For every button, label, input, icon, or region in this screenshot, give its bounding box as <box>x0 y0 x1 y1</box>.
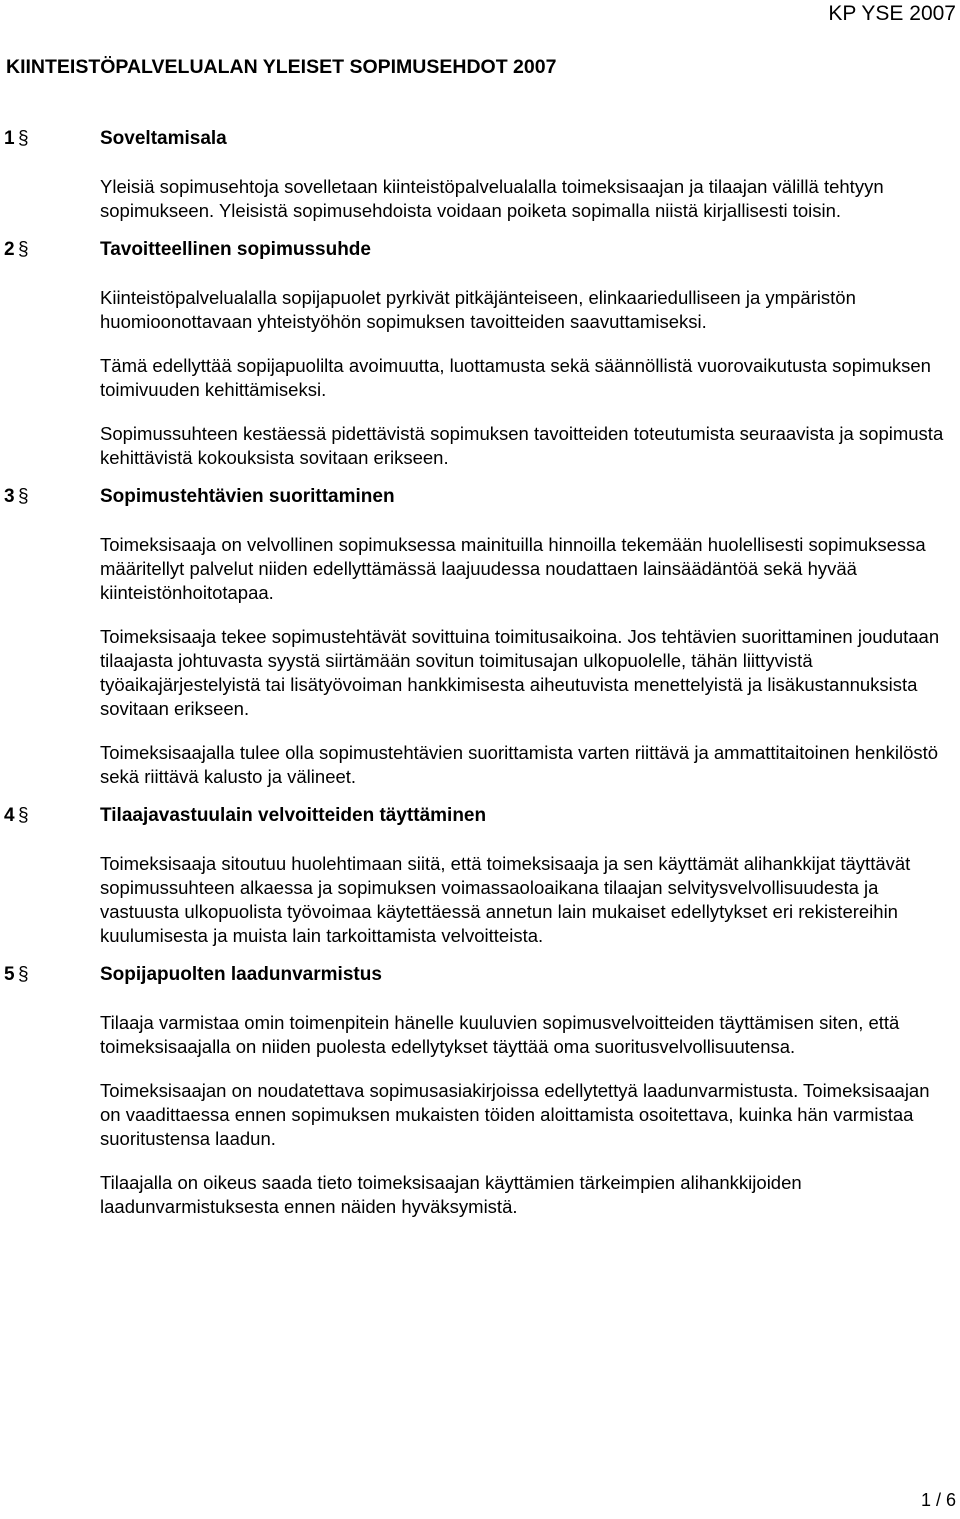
section-title: Sopijapuolten laadunvarmistus <box>100 964 382 985</box>
section-number: 2 <box>4 239 15 260</box>
section-heading <box>0 805 960 832</box>
section-symbol: § <box>18 805 29 826</box>
section-title: Soveltamisala <box>100 128 227 149</box>
section-symbol: § <box>18 128 29 149</box>
paragraph: Toimeksisaaja sitoutuu huolehtimaan siitä, että toimeksisaaja ja sen käyttämät alihankkijat täyttävät sopimussuhteen alkaessa ja sopimuksen voimassaoloaikana tilaajan selvitysvelvollisuudesta ja vastuusta ulkopuolista työvoimaa käytettäessä annetun lain mukaiset edellytykset eri rekistereihin kuulumisesta ja muista lain tarkoittamista velvoitteista. <box>100 853 911 946</box>
paragraph: Kiinteistöpalvelualalla sopijapuolet pyrkivät pitkäjänteiseen, elinkaariedulliseen ja ympäristön huomioonottavaan yhteistyöhön sopimuksen tavoitteiden saavuttamiseksi. <box>100 287 856 332</box>
section-4 <box>0 805 960 948</box>
section-heading <box>0 486 960 513</box>
section-3 <box>0 486 960 789</box>
section-number: 5 <box>4 964 15 985</box>
sections <box>0 128 960 1239</box>
section-heading <box>0 239 960 266</box>
paragraph: Tämä edellyttää sopijapuolilta avoimuutta, luottamusta sekä säännöllistä vuorovaikutusta sopimuksen toimivuuden kehittämiseksi. <box>100 355 931 400</box>
section-number: 4 <box>4 805 15 826</box>
section-symbol: § <box>18 486 29 507</box>
document-title: KIINTEISTÖPALVELUALAN YLEISET SOPIMUSEHDOT 2007 <box>6 56 557 78</box>
section-number: 3 <box>4 486 15 507</box>
paragraph: Toimeksisaajalla tulee olla sopimustehtävien suorittamista varten riittävä ja ammattitaitoinen henkilöstö sekä riittävä kalusto ja välineet. <box>100 742 939 787</box>
section-number: 1 <box>4 128 15 149</box>
section-title: Tilaajavastuulain velvoitteiden täyttäminen <box>100 805 487 826</box>
paragraph: Tilaajalla on oikeus saada tieto toimeksisaajan käyttämien tärkeimpien alihankkijoiden laadunvarmistuksesta ennen näiden hyväksymistä. <box>100 1172 802 1217</box>
section-5 <box>0 964 960 1219</box>
section-symbol: § <box>18 239 29 260</box>
section-title: Sopimustehtävien suorittaminen <box>100 486 395 507</box>
paragraph: Toimeksisaaja tekee sopimustehtävät sovittuina toimitusaikoina. Jos tehtävien suorittaminen joudutaan tilaajasta johtuvasta syystä siirtämään sovitun toimitusajan ulkopuolelle, tähän liittyvistä työaikajärjestelyistä tai lisätyövoiman hankkimisesta aiheutuvista menettelyistä ja lisäkustannuksista sovitaan erikseen. <box>100 626 940 719</box>
paragraph: Toimeksisaaja on velvollinen sopimuksessa mainituilla hinnoilla tekemään huolellisesti sopimuksessa määritellyt palvelut niiden edellyttämässä laajuudessa noudattaen lainsäädäntöä sekä hyvää kiinteistönhoitotapaa. <box>100 534 926 603</box>
paragraph: Yleisiä sopimusehtoja sovelletaan kiinteistöpalvelualalla toimeksisaajan ja tilaajan välillä tehtyyn sopimukseen. Yleisistä sopimusehdoista voidaan poiketa sopimalla niistä kirjallisesti toisin. <box>100 176 884 221</box>
section-2 <box>0 239 960 470</box>
page-number: 1 / 6 <box>920 1490 956 1510</box>
section-heading <box>0 128 960 155</box>
section-1 <box>0 128 960 223</box>
section-title: Tavoitteellinen sopimussuhde <box>100 239 371 260</box>
paragraph: Tilaaja varmistaa omin toimenpitein hänelle kuuluvien sopimusvelvoitteiden täyttämisen siten, että toimeksisaajalla on niiden puolesta edellytykset täyttää oma suoritusvelvollisuutensa. <box>100 1012 900 1057</box>
paragraph: Sopimussuhteen kestäessä pidettävistä sopimuksen tavoitteiden toteutumista seuraavista ja sopimusta kehittävistä kokouksista sovitaan erikseen. <box>100 423 944 468</box>
section-heading <box>0 964 960 991</box>
section-symbol: § <box>18 964 29 985</box>
paragraph: Toimeksisaajan on noudatettava sopimusasiakirjoissa edellytettyä laadunvarmistusta. Toimeksisaajan on vaadittaessa ennen sopimuksen mukaisten töiden aloittamista osoitettava, kuinka hän varmistaa suoritustensa laadun. <box>100 1080 930 1149</box>
document-code: KP YSE 2007 <box>828 2 956 25</box>
